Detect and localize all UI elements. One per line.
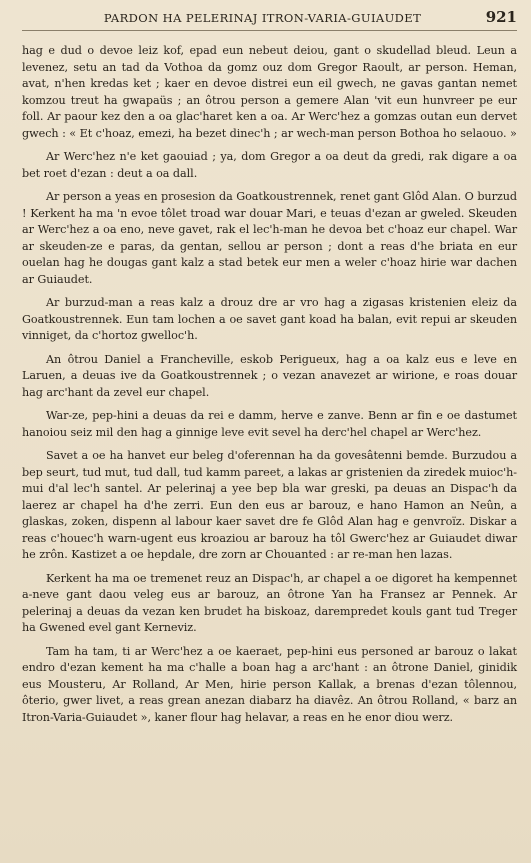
paragraph: Ar burzud-man a reas kalz a drouz dre ar vro hag a zigasas kristenien eleiz da Goatkoustrennek. Eun tam lochen a oe savet gant koad ha balan, evit repui ar skeuden vinniget, da c'hortoz gwelloc'h. bbox=[22, 296, 517, 342]
paragraph: hag e dud o devoe leiz kof, epad eun nebeut deiou, gant o skudellad bleud. Leun a levenez, setu an tad da Vothoa da gomz ouz dom Gregor Raoult, ar person. Heman, avat, n'hen kredas ket ; kaer en devoe distrei eun eil gwech, ne gavas gantan nemet komzou treut ha gwapaüs ; an ôtrou person a gemere Alan 'vit eun hunvreer pe eur foll. Ar paour kez den a oa glac'haret ken a oa. Ar Werc'hez a gomzas outan eun dervet gwech : « Et c'hoaz, emezi, ha bezet dinec'h ; ar wech-man person Bothoa ho selaouo. » bbox=[22, 44, 517, 140]
paragraph: An ôtrou Daniel a Francheville, eskob Perigueux, hag a oa kalz eus e leve en Laruen, a deuas ive da Goatkoustrennek ; o vezan anavezet ar wirione, e roas douar hag arc'hant da zevel eur chapel. bbox=[22, 352, 517, 399]
paragraph: War-ze, pep-hini a deuas da rei e damm, herve e zanve. Benn ar fin e oe dastumet hanoiou seiz mil den hag a ginnige leve evit sevel ha derc'hel chapel ar Werc'hez. bbox=[22, 409, 517, 439]
paragraph: Kerkent ha ma oe tremenet reuz an Dispac'h, ar chapel a oe digoret ha kempennet a-neve gant daou veleg eus ar barouz, an ôtrone Yan ha Fransez ar Pennek. Ar pelerinaj a deuas da vezan ken brudet ha biskoaz, darempredet kouls gant tud Treger ha Gwened evel gant Kerneviz. bbox=[22, 571, 517, 634]
running-head bbox=[22, 8, 517, 31]
paragraph: Tam ha tam, ti ar Werc'hez a oe kaeraet, pep-hini eus personed ar barouz o lakat endro d'ezan kement ha ma c'halle a boan hag a arc'hant : an ôtrone Daniel, ginidik eus Mousteru, Ar Rolland, Ar Men, hirie person Kallak, a brenas d'ezan tôlennou, ôterio, gwer livet, a reas grean anezan diabarz ha diavêz. An ôtrou Rolland, « barz an Itron-Varia-Guiaudet », kaner flour hag helavar, a reas en he enor diou werz. bbox=[22, 644, 517, 724]
paragraph: Ar person a yeas en prosesion da Goatkoustrennek, renet gant Glôd Alan. O burzud ! Kerkent ha ma 'n evoe tôlet troad war douar Mari, e teuas d'ezan ar gweled. Skeuden ar Werc'hez a oa eno, neve gavet, rak el lec'h-man he devoa bet c'hoaz eur chapel. War ar skeuden-ze e paras, da gentan, sellou ar person ; dont a reas d'he briata en eur ouelan hag he dougas gant kalz a stad betek eur men a weler c'hoaz hirie war dachen ar Guiaudet. bbox=[22, 190, 517, 286]
paragraph: Ar Werc'hez n'e ket gaouiad ; ya, dom Gregor a oa deut da gredi, rak digare a oa bet roet d'ezan : deut a oa dall. bbox=[22, 150, 517, 180]
running-title: PARDON HA PELERINAJ ITRON-VARIA-GUIAUDET bbox=[103, 11, 422, 25]
body-text bbox=[22, 43, 517, 726]
page-number: 921 bbox=[485, 8, 517, 26]
paragraph: Savet a oe ha hanvet eur beleg d'oferennan ha da govesâtenni bemde. Burzudou a bep seurt, tud mut, tud dall, tud kamm pareet, a lakas ar gristenien da ziredek muioc'h-mui d'al lec'h santel. Ar pelerinaj a yee bep bla war greski, pa deuas an Dispac'h da laerez ar chapel ha d'he zerri. Eun den eus ar barouz, e hano Hamon an Neûn, a glaskas, zoken, dispenn al labour kaer savet dre fe Glôd Alan hag e genvroïz. Diskar a reas c'houec'h warn-ugent eus kroaziou ar barouz ha tôl Gwerc'hez ar Guiaudet diwar he zrôn. Kastizet a oe hepdale, dre zorn ar Chouanted : ar re-man hen lazas. bbox=[22, 449, 517, 561]
